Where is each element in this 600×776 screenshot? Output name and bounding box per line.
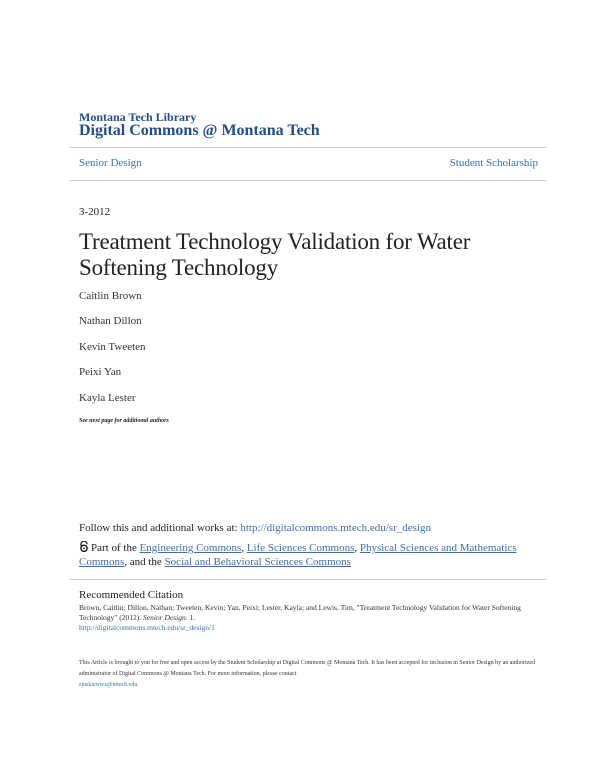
life-sciences-commons-link[interactable]: Life Sciences Commons: [246, 542, 355, 554]
article-title: Treatment Technology Validation for Water Softening Technology: [79, 229, 471, 280]
follow-label: Follow this and additional works at:: [79, 522, 241, 534]
author: Kevin Tweeten: [79, 341, 146, 353]
separator: , and the: [124, 556, 165, 568]
citation-text: [79, 603, 539, 633]
author: Nathan Dillon: [79, 315, 142, 327]
physical-sciences-commons-link[interactable]: Physical Sciences and Mathematics Commons: [79, 542, 517, 568]
author: Caitlin Brown: [79, 290, 142, 302]
social-behavioral-commons-link[interactable]: Social and Behavioral Sciences Commons: [164, 556, 351, 568]
citation-url-link[interactable]: http://digitalcommons.mtech.edu/sr_design/1: [79, 623, 215, 632]
citation-body: Brown, Caitlin; Dillon, Nathan; Tweeten, Kevin; Yan, Peixi; Lester, Kayla; and Lewis, Tim, "Treatment Technology Validation for Water Softening Technology" (2012).: [79, 603, 521, 622]
senior-design-link[interactable]: Senior Design: [79, 157, 142, 169]
author: Kayla Lester: [79, 392, 136, 404]
part-of-commons: [79, 541, 539, 569]
citation-number: . 1.: [185, 613, 196, 622]
top-divider: [70, 147, 546, 148]
repository-name[interactable]: Digital Commons @ Montana Tech: [79, 122, 320, 139]
separator: ,: [354, 542, 360, 554]
nav-divider: [70, 180, 546, 181]
library-name: Montana Tech Library: [79, 110, 197, 124]
collection-url-link[interactable]: http://digitalcommons.mtech.edu/sr_design: [240, 522, 431, 534]
contact-email-link[interactable]: sjuskiewicz@mtech.edu: [79, 682, 138, 688]
follow-line: [79, 522, 431, 534]
separator: ,: [241, 542, 247, 554]
citation-divider: [70, 579, 546, 580]
citation-series: Senior Design: [142, 613, 186, 622]
student-scholarship-link[interactable]: Student Scholarship: [449, 157, 538, 169]
see-next-page-note: See next page for additional authors: [79, 418, 169, 424]
part-of-prefix: Part of the: [91, 542, 140, 554]
footer-text: This Article is brought to you for free and open access by the Student Scholarship at Digital Commons @ Montana Tech. It has been accepted for inclusion in Senior Design by an authorized administrator of Digital Commons @ Montana Tech. For more information, please contact: [79, 660, 536, 677]
engineering-commons-link[interactable]: Engineering Commons: [139, 542, 242, 554]
author: Peixi Yan: [79, 366, 122, 378]
footer-end: .: [137, 682, 139, 688]
open-access-icon: [79, 541, 89, 552]
recommended-citation-heading: Recommended Citation: [79, 589, 184, 601]
footer-notice: [79, 658, 539, 691]
publication-date: 3-2012: [79, 206, 111, 218]
